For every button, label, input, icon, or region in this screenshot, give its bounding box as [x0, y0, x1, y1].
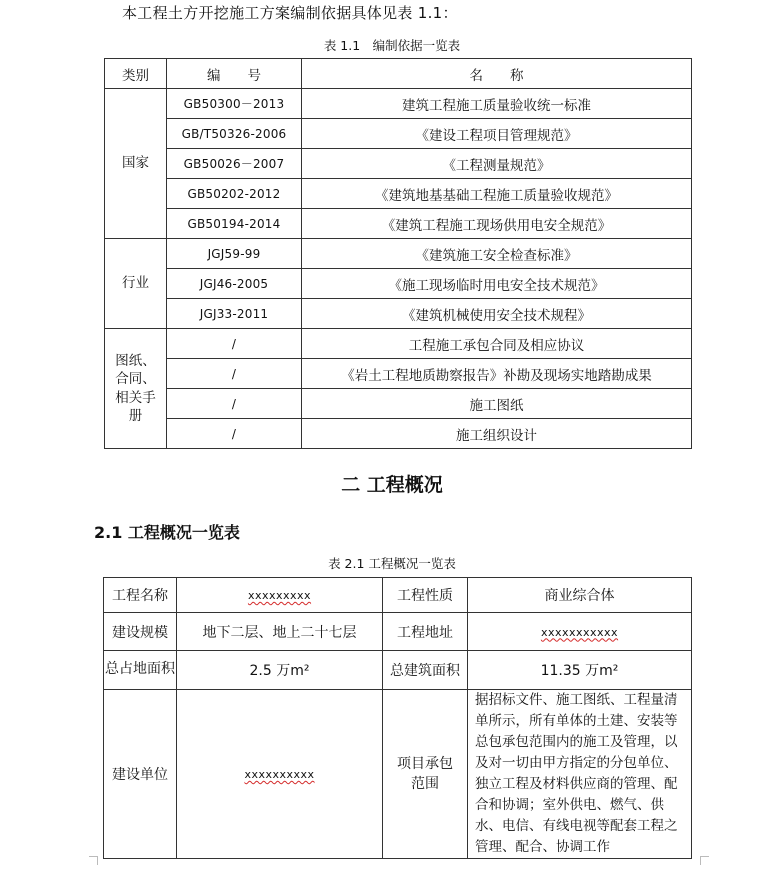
code-cell: GB50026－2007	[167, 149, 302, 179]
code-cell: /	[167, 419, 302, 449]
code-cell: /	[167, 359, 302, 389]
address-cell	[468, 613, 692, 651]
builder-label: 建设单位	[104, 690, 177, 859]
table1-caption: 表 1.1 编制依据一览表	[323, 38, 461, 53]
floor-area-value: 11.35 万m²	[468, 651, 692, 690]
name-cell: 《工程测量规范》	[302, 149, 692, 179]
project-nature-value: 商业综合体	[468, 578, 692, 613]
table-row	[105, 149, 692, 179]
name-cell: 《岩土工程地质勘察报告》补勘及现场实地踏勘成果	[302, 359, 692, 389]
table-row	[104, 578, 692, 613]
code-cell: GB50300－2013	[167, 89, 302, 119]
scale-value: 地下二层、地上二十七层	[177, 613, 383, 651]
overview-table	[103, 577, 692, 859]
name-cell: 《建设工程项目管理规范》	[302, 119, 692, 149]
table-row	[105, 389, 692, 419]
project-nature-label: 工程性质	[383, 578, 468, 613]
builder-value: xxxxxxxxxx	[244, 768, 315, 781]
intro-paragraph: 本工程土方开挖施工方案编制依据具体见表 1.1：	[122, 4, 458, 22]
project-name-cell	[177, 578, 383, 613]
table2-caption: 表 2.1 工程概况一览表	[328, 556, 456, 571]
table-row	[104, 690, 692, 859]
table-row	[104, 651, 692, 690]
category-cell: 行业	[105, 239, 167, 329]
scope-label: 项目承包范围	[383, 690, 468, 859]
page-corner-mark	[700, 856, 709, 865]
table-row	[105, 89, 692, 119]
code-cell: JGJ33-2011	[167, 299, 302, 329]
table-row	[105, 419, 692, 449]
code-cell: /	[167, 389, 302, 419]
address-value: xxxxxxxxxxx	[540, 625, 619, 639]
code-cell: GB/T50326-2006	[167, 119, 302, 149]
builder-cell	[177, 690, 383, 859]
address-label: 工程地址	[383, 613, 468, 651]
header-name: 名 称	[302, 59, 692, 89]
table-row	[105, 179, 692, 209]
project-name-value: xxxxxxxxx	[247, 589, 312, 602]
name-cell: 《建筑机械使用安全技术规程》	[302, 299, 692, 329]
name-cell: 建筑工程施工质量验收统一标准	[302, 89, 692, 119]
table-row	[104, 613, 692, 651]
project-name-label: 工程名称	[104, 578, 177, 613]
name-cell: 施工图纸	[302, 389, 692, 419]
code-cell: JGJ59-99	[167, 239, 302, 269]
name-cell: 《建筑工程施工现场供用电安全规范》	[302, 209, 692, 239]
page-corner-mark	[89, 856, 98, 865]
section-heading: 二 工程概况	[341, 474, 443, 496]
table-row	[105, 329, 692, 359]
code-cell: GB50194-2014	[167, 209, 302, 239]
name-cell: 《建筑施工安全检查标准》	[302, 239, 692, 269]
category-cell: 国家	[105, 89, 167, 239]
name-cell: 工程施工承包合同及相应协议	[302, 329, 692, 359]
code-cell: JGJ46-2005	[167, 269, 302, 299]
table-row	[105, 209, 692, 239]
scope-value: 据招标文件、施工图纸、工程量清单所示，所有单体的土建、安装等总包承包范围内的施工及管理，以及对一切由甲方指定的分包单位、独立工程及材料供应商的管理、配合和协调；室外供电、燃气、供水、电信、有线电视等配套工程之管理、配合、协调工作	[468, 690, 692, 859]
code-cell: /	[167, 329, 302, 359]
name-cell: 施工组织设计	[302, 419, 692, 449]
table-row	[105, 119, 692, 149]
basis-table	[104, 58, 692, 449]
land-area-label: 总占地面积	[104, 651, 177, 690]
name-cell: 《建筑地基基础工程施工质量验收规范》	[302, 179, 692, 209]
code-cell: GB50202-2012	[167, 179, 302, 209]
land-area-value: 2.5 万m²	[177, 651, 383, 690]
subsection-heading: 2.1 工程概况一览表	[94, 523, 240, 542]
table-row	[105, 359, 692, 389]
header-code: 编 号	[167, 59, 302, 89]
floor-area-label: 总建筑面积	[383, 651, 468, 690]
table-row	[105, 239, 692, 269]
scale-label: 建设规模	[104, 613, 177, 651]
table-row	[105, 299, 692, 329]
header-category: 类别	[105, 59, 167, 89]
name-cell: 《施工现场临时用电安全技术规范》	[302, 269, 692, 299]
table-row	[105, 269, 692, 299]
category-cell: 图纸、合同、相关手册	[105, 329, 167, 449]
table-header-row	[105, 59, 692, 89]
